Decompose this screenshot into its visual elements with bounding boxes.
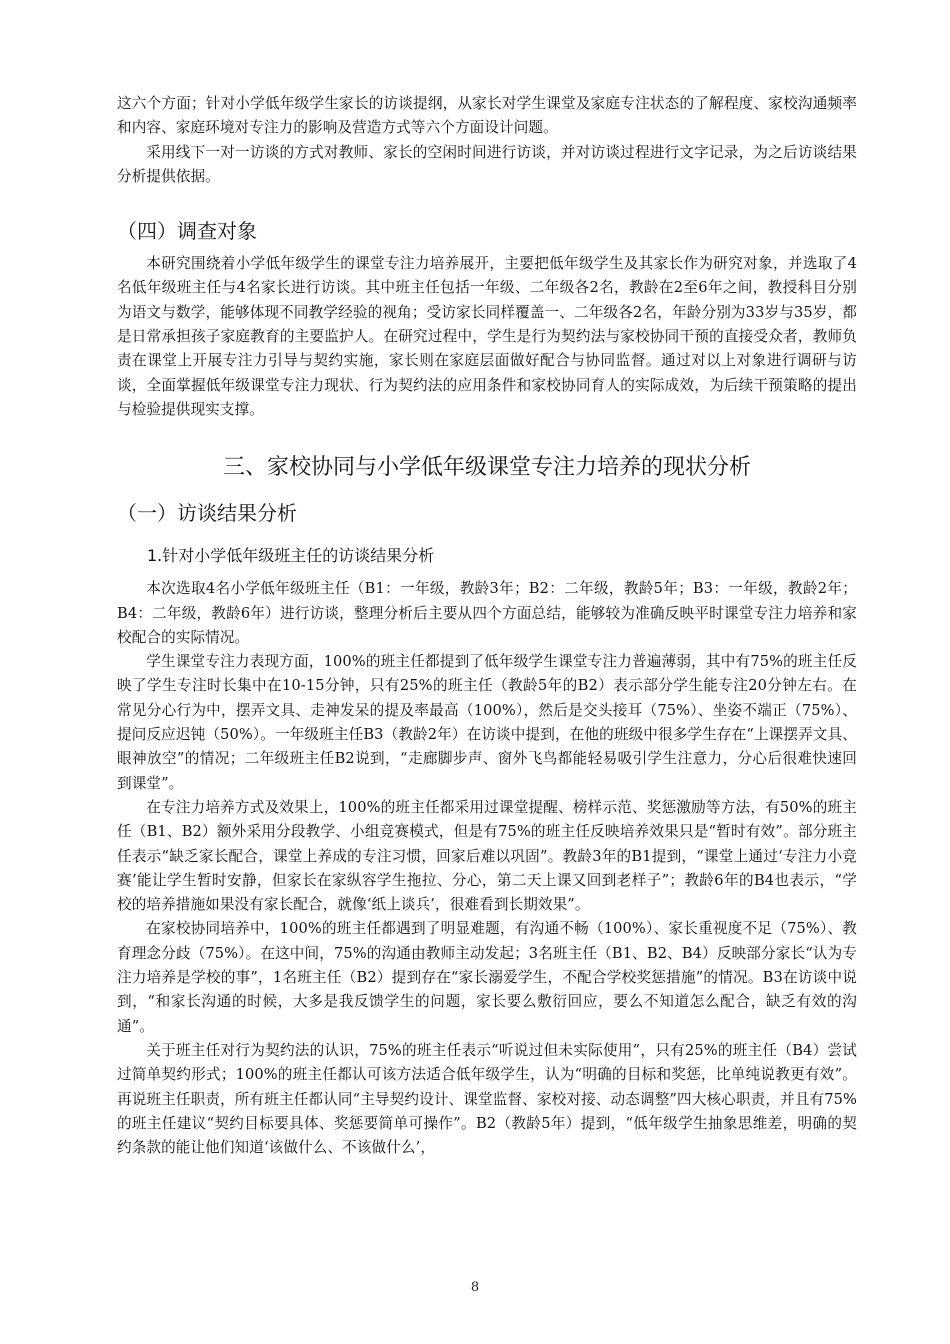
item-heading-teachers: 1.针对小学低年级班主任的访谈结果分析 bbox=[147, 546, 435, 566]
page-number: 8 bbox=[470, 1280, 480, 1295]
section-heading-subjects: （四）调查对象 bbox=[117, 219, 257, 244]
chapter-heading: 三、家校协同与小学低年级课堂专注力培养的现状分析 bbox=[222, 455, 751, 481]
paragraph-subjects: 本研究围绕着小学低年级学生的课堂专注力培养展开，主要把低年级学生及其家长作为研究对象，并选取了4名低年级班主任与4名家长进行访谈。其中班主任包括一年级、二年级各2名，教龄在2至6年之间，教授科目分别为语文与数学，能够体现不同教学经验的视角；受访家长同样覆盖一、二年级各2名，年龄分别为33岁与35岁，都是日常承担孩子家庭教育的主要监护人。在研究过程中，学生是行为契约法与家校协同干预的直接受众者，教师负责在课堂上开展专注力引导与契约实施，家长则在家庭层面做好配合与协同监督。通过对以上对象进行调研与访谈，全面掌握低年级课堂专注力现状、行为契约法的应用条件和家校协同育人的实际成效，为后续干预策略的提出与检验提供现实支撑。 bbox=[117, 255, 857, 418]
paragraph-interview-method: 采用线下一对一访谈的方式对教师、家长的空闲时间进行访谈，并对访谈过程进行文字记录，为之后访谈结果分析提供依据。 bbox=[117, 143, 857, 185]
paragraph-behavior-contract: 关于班主任对行为契约法的认识，75%的班主任表示“听说过但未实际使用”，只有25%的班主任（B4）尝试过简单契约形式；100%的班主任都认可该方法适合低年级学生，认为“明确的目标和奖惩，比单纯说教更有效”。再说班主任职责，所有班主任都认同“主导契约设计、课堂监督、家校对接、动态调整”四大核心职责，并且有75%的班主任建议“契约目标要具体、奖惩要简单可操作”。B2（教龄5年）提到，“低年级学生抽象思维差，明确的契约条款的能让他们知道‘该做什么、不该做什么’， bbox=[117, 1041, 857, 1157]
paragraph-teacher-selection: 本次选取4名小学低年级班主任（B1：一年级，教龄3年；B2：二年级，教龄5年；B3：一年级，教龄2年；B4：二年级，教龄6年）进行访谈，整理分析后主要从四个方面总结，能够较为准确反映平时课堂专注力培养和家校配合的实际情况。 bbox=[117, 580, 857, 646]
paragraph-home-school-cooperation: 在家校协同培养中，100%的班主任都遇到了明显难题，有沟通不畅（100%）、家长重视度不足（75%）、教育理念分歧（75%）。在这中间，75%的沟通由教师主动发起；3名班主任（B1、B2、B4）反映部分家长“认为专注力培养是学校的事”，1名班主任（B2）提到存在“家长溺爱学生，不配合学校奖惩措施”的情况。B3在访谈中说到，“和家长沟通的时候，大多是我反馈学生的问题，家长要么敷衍回应，要么不知道怎么配合，缺乏有效的沟通”。 bbox=[117, 920, 857, 1035]
paragraph-continued: 这六个方面；针对小学低年级学生家长的访谈提纲，从家长对学生课堂及家庭专注状态的了解程度、家校沟通频率和内容、家庭环境对专注力的影响及营造方式等六个方面设计问题。 bbox=[117, 95, 857, 137]
section-heading-interview-results: （一）访谈结果分析 bbox=[117, 501, 297, 526]
paragraph-attention-performance: 学生课堂专注力表现方面，100%的班主任都提到了低年级学生课堂专注力普遍薄弱，其中有75%的班主任反映了学生专注时长集中在10-15分钟，只有25%的班主任（教龄5年的B2）表示部分学生能专注20分钟左右。在常见分心行为中，摆弄文具、走神发呆的提及率最高（100%），然后是交头接耳（75%）、坐姿不端正（75%）、提问反应迟钝（50%）。一年级班主任B3（教龄2年）在访谈中提到，在他的班级中很多学生存在“上课摆弄文具、眼神放空”的情况；二年级班主任B2说到，“走廊脚步声、窗外飞鸟都能轻易吸引学生注意力，分心后很难快速回到课堂”。 bbox=[117, 653, 857, 792]
page-content bbox=[117, 92, 857, 1160]
paragraph-cultivation-methods: 在专注力培养方式及效果上，100%的班主任都采用过课堂提醒、榜样示范、奖惩激励等方法，有50%的班主任（B1、B2）额外采用分段教学、小组竞赛模式，但是有75%的班主任反映培养效果只是“暂时有效”。部分班主任表示“缺乏家长配合，课堂上养成的专注习惯，回家后难以巩固”。教龄3年的B1提到，“课堂上通过‘专注力小竞赛’能让学生暂时安静，但家长在家纵容学生拖拉、分心，第二天上课又回到老样子”；教龄6年的B4也表示，“学校的培养措施如果没有家长配合，就像‘纸上谈兵’，很难看到长期效果”。 bbox=[117, 798, 857, 914]
